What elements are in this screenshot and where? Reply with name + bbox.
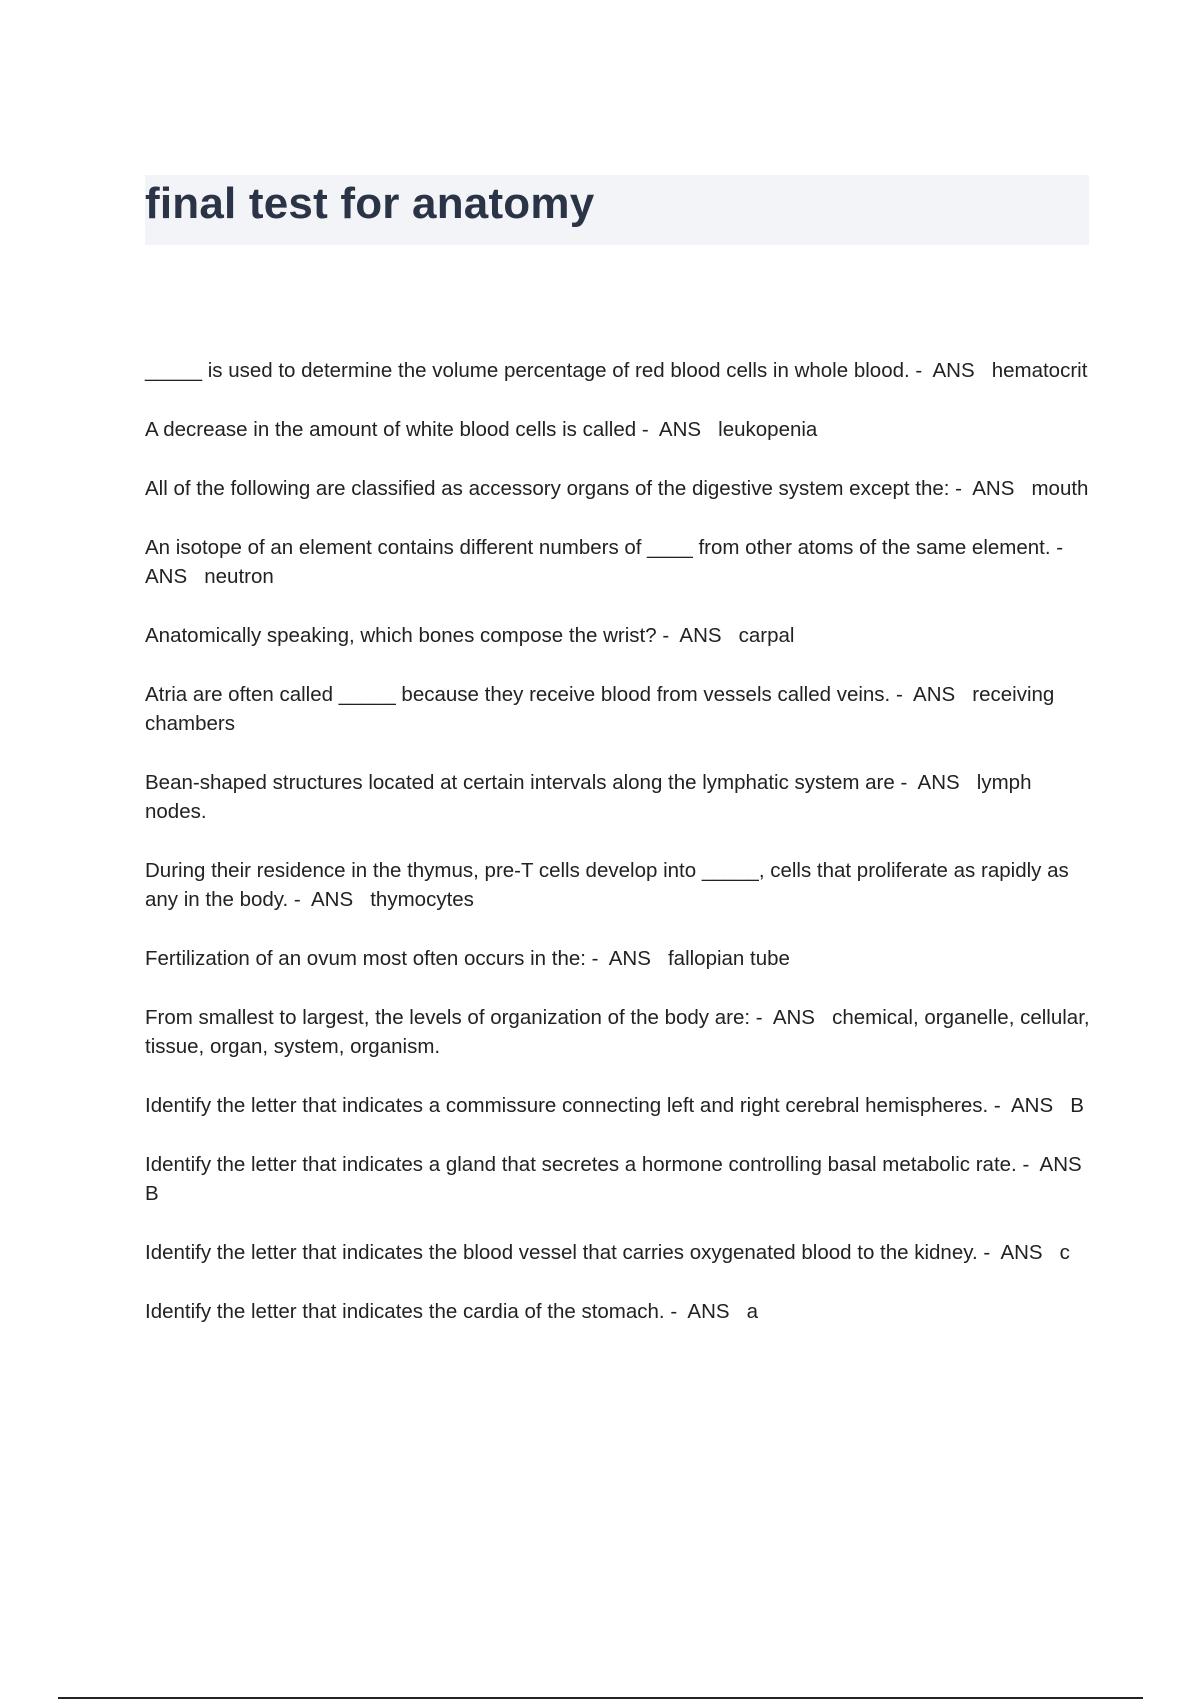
qa-item: _____ is used to determine the volume percentage of red blood cells in whole blood. - ANS hematocrit xyxy=(145,359,1088,382)
footer-divider xyxy=(58,1697,1143,1699)
qa-item: From smallest to largest, the levels of organization of the body are: - ANS chemical, organelle, cellular, tissue, organ, system, organism. xyxy=(145,1006,1096,1058)
qa-item: Identify the letter that indicates a commissure connecting left and right cerebral hemispheres. - ANS B xyxy=(145,1094,1084,1117)
qa-item: Bean-shaped structures located at certain intervals along the lymphatic system are - ANS lymph nodes. xyxy=(145,771,1038,823)
qa-item: Identify the letter that indicates the cardia of the stomach. - ANS a xyxy=(145,1300,759,1323)
qa-item: All of the following are classified as accessory organs of the digestive system except the: - ANS mouth xyxy=(145,477,1089,500)
qa-item: Atria are often called _____ because they receive blood from vessels called veins. - ANS receiving chambers xyxy=(145,683,1061,735)
qa-item: Identify the letter that indicates the blood vessel that carries oxygenated blood to the kidney. - ANS c xyxy=(145,1241,1070,1264)
qa-item: A decrease in the amount of white blood cells is called - ANS leukopenia xyxy=(145,418,818,441)
qa-item: Identify the letter that indicates a gland that secretes a hormone controlling basal metabolic rate. - ANS B xyxy=(145,1153,1099,1205)
question-answer-list xyxy=(145,356,1099,1356)
document-title: final test for anatomy xyxy=(145,179,595,228)
qa-item: Anatomically speaking, which bones compose the wrist? - ANS carpal xyxy=(145,624,795,647)
qa-item: During their residence in the thymus, pre-T cells develop into _____, cells that proliferate as rapidly as any in the body. - ANS thymocytes xyxy=(145,859,1075,911)
qa-item: Fertilization of an ovum most often occurs in the: - ANS fallopian tube xyxy=(145,947,790,970)
qa-item: An isotope of an element contains different numbers of ____ from other atoms of the same element. - ANS neutron xyxy=(145,536,1074,588)
